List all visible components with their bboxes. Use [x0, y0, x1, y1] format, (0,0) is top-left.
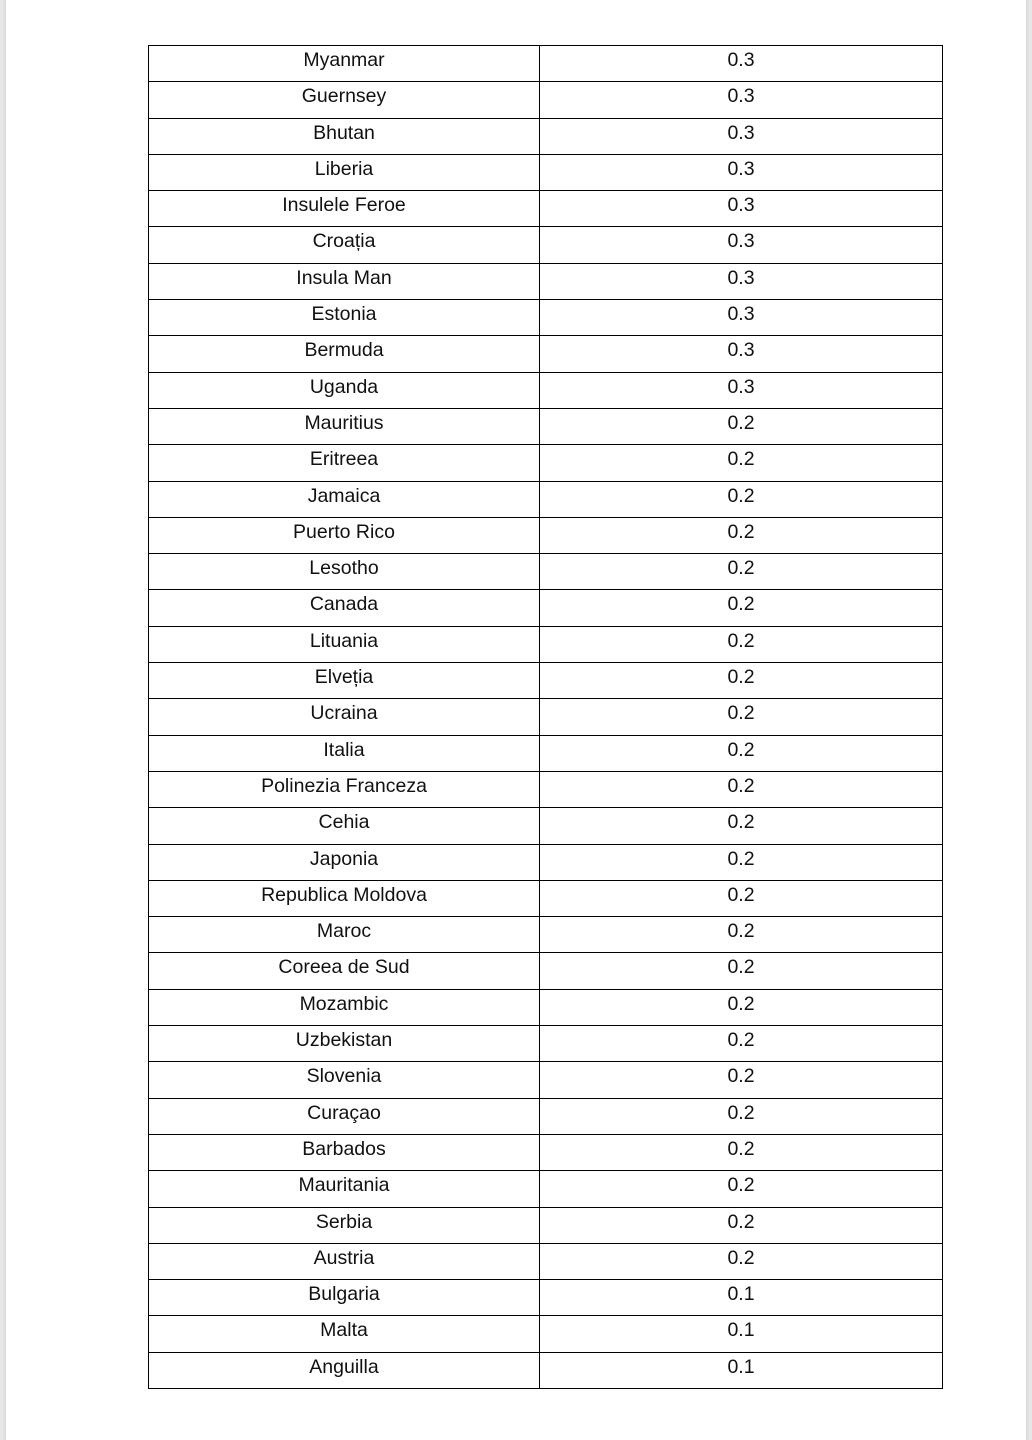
value-text: 0.2: [727, 629, 755, 652]
value-cell: [540, 590, 943, 626]
country-name: Italia: [323, 738, 365, 761]
country-cell: [149, 46, 540, 82]
value-text: 0.3: [727, 121, 755, 144]
value-text: 0.2: [727, 738, 755, 761]
country-cell: [149, 517, 540, 553]
value-text: 0.3: [727, 266, 755, 289]
country-cell: [149, 1026, 540, 1062]
country-name: Mauritania: [298, 1174, 390, 1197]
country-name: Slovenia: [306, 1065, 382, 1088]
value-cell: [540, 554, 943, 590]
table-row: [149, 1316, 943, 1352]
country-cell: [149, 82, 540, 118]
value-text: 0.1: [727, 1319, 755, 1342]
country-name: Estonia: [311, 303, 377, 326]
table-row: [149, 1280, 943, 1316]
country-name: Lituania: [309, 629, 379, 652]
country-name: Croația: [312, 230, 376, 253]
value-cell: [540, 699, 943, 735]
country-cell: [149, 227, 540, 263]
country-cell: [149, 626, 540, 662]
value-text: 0.3: [727, 157, 755, 180]
country-name: Bulgaria: [308, 1283, 380, 1306]
country-name: Bhutan: [313, 121, 375, 144]
country-cell: [149, 735, 540, 771]
country-cell: [149, 953, 540, 989]
country-cell: [149, 989, 540, 1025]
table-row: [149, 699, 943, 735]
table-row: [149, 1171, 943, 1207]
value-text: 0.2: [727, 702, 755, 725]
value-text: 0.2: [727, 1065, 755, 1088]
table-row: [149, 1026, 943, 1062]
country-cell: [149, 263, 540, 299]
table-row: [149, 1098, 943, 1134]
value-cell: [540, 263, 943, 299]
value-cell: [540, 844, 943, 880]
country-name: Mozambic: [299, 992, 389, 1015]
value-cell: [540, 408, 943, 444]
country-cell: [149, 663, 540, 699]
value-text: 0.2: [727, 484, 755, 507]
country-name: Puerto Rico: [293, 520, 395, 543]
table-row: [149, 46, 943, 82]
value-text: 0.3: [727, 194, 755, 217]
value-text: 0.3: [727, 375, 755, 398]
table-row: [149, 880, 943, 916]
country-cell: [149, 118, 540, 154]
value-text: 0.2: [727, 992, 755, 1015]
value-text: 0.2: [727, 520, 755, 543]
country-name: Jamaica: [307, 484, 381, 507]
value-text: 0.3: [727, 303, 755, 326]
value-cell: [540, 917, 943, 953]
table-row: [149, 408, 943, 444]
value-cell: [540, 626, 943, 662]
country-name: Eritreea: [309, 448, 379, 471]
value-cell: [540, 989, 943, 1025]
value-cell: [540, 227, 943, 263]
country-name: Maroc: [316, 920, 372, 943]
value-cell: [540, 735, 943, 771]
country-name: Guernsey: [301, 85, 387, 108]
country-cell: [149, 1352, 540, 1388]
country-name: Republica Moldova: [261, 883, 427, 906]
country-cell: [149, 191, 540, 227]
country-cell: [149, 880, 540, 916]
table-row: [149, 517, 943, 553]
value-text: 0.2: [727, 1210, 755, 1233]
country-name: Uzbekistan: [295, 1029, 393, 1052]
country-name: Anguilla: [309, 1355, 379, 1378]
value-text: 0.1: [727, 1283, 755, 1306]
table-row: [149, 554, 943, 590]
value-text: 0.2: [727, 666, 755, 689]
table-row: [149, 917, 943, 953]
country-name: Serbia: [315, 1210, 373, 1233]
country-name: Lesotho: [309, 557, 379, 580]
country-cell: [149, 445, 540, 481]
table-row: [149, 663, 943, 699]
value-cell: [540, 1243, 943, 1279]
table-row: [149, 1352, 943, 1388]
table-row: [149, 844, 943, 880]
value-text: 0.2: [727, 557, 755, 580]
value-cell: [540, 1207, 943, 1243]
value-cell: [540, 1062, 943, 1098]
value-cell: [540, 481, 943, 517]
table-row: [149, 808, 943, 844]
table-row: [149, 1207, 943, 1243]
country-name: Uganda: [309, 375, 379, 398]
value-cell: [540, 1280, 943, 1316]
table-row: [149, 227, 943, 263]
country-value-table: [148, 45, 943, 1389]
table-body: [149, 46, 943, 1389]
value-cell: [540, 372, 943, 408]
table-row: [149, 263, 943, 299]
value-cell: [540, 191, 943, 227]
value-text: 0.2: [727, 920, 755, 943]
table-row: [149, 481, 943, 517]
value-cell: [540, 663, 943, 699]
country-name: Polinezia Franceza: [261, 774, 427, 797]
country-cell: [149, 1243, 540, 1279]
value-text: 0.2: [727, 1029, 755, 1052]
value-cell: [540, 808, 943, 844]
value-text: 0.3: [727, 230, 755, 253]
value-cell: [540, 771, 943, 807]
table-row: [149, 590, 943, 626]
table-row: [149, 300, 943, 336]
country-name: Malta: [320, 1319, 368, 1342]
country-name: Japonia: [309, 847, 379, 870]
value-text: 0.2: [727, 593, 755, 616]
value-cell: [540, 1134, 943, 1170]
value-text: 0.2: [727, 448, 755, 471]
value-text: 0.2: [727, 956, 755, 979]
country-cell: [149, 1207, 540, 1243]
country-name: Coreea de Sud: [278, 956, 410, 979]
table-row: [149, 191, 943, 227]
country-cell: [149, 554, 540, 590]
value-text: 0.2: [727, 774, 755, 797]
table-row: [149, 445, 943, 481]
value-text: 0.3: [727, 49, 755, 71]
value-cell: [540, 1026, 943, 1062]
value-cell: [540, 1098, 943, 1134]
country-cell: [149, 590, 540, 626]
value-cell: [540, 1171, 943, 1207]
value-text: 0.2: [727, 1174, 755, 1197]
country-cell: [149, 917, 540, 953]
country-name: Curaçao: [307, 1101, 381, 1124]
country-name: Liberia: [314, 157, 374, 180]
table-row: [149, 118, 943, 154]
country-cell: [149, 336, 540, 372]
value-text: 0.2: [727, 811, 755, 834]
document-page: [6, 0, 1026, 1440]
table-row: [149, 154, 943, 190]
table-row: [149, 1134, 943, 1170]
value-cell: [540, 953, 943, 989]
country-cell: [149, 699, 540, 735]
country-cell: [149, 408, 540, 444]
country-cell: [149, 372, 540, 408]
country-cell: [149, 1280, 540, 1316]
country-name: Insulele Feroe: [282, 194, 406, 217]
country-cell: [149, 1171, 540, 1207]
value-cell: [540, 46, 943, 82]
country-name: Myanmar: [303, 49, 385, 71]
value-text: 0.3: [727, 85, 755, 108]
country-cell: [149, 771, 540, 807]
table-row: [149, 372, 943, 408]
country-cell: [149, 1062, 540, 1098]
country-cell: [149, 1316, 540, 1352]
value-text: 0.2: [727, 883, 755, 906]
table-container: [148, 45, 942, 1389]
country-cell: [149, 154, 540, 190]
country-name: Barbados: [302, 1137, 386, 1160]
country-name: Bermuda: [304, 339, 384, 362]
table-row: [149, 989, 943, 1025]
table-row: [149, 336, 943, 372]
value-cell: [540, 300, 943, 336]
table-row: [149, 626, 943, 662]
country-name: Austria: [313, 1246, 375, 1269]
table-row: [149, 1243, 943, 1279]
country-cell: [149, 300, 540, 336]
value-cell: [540, 880, 943, 916]
table-row: [149, 953, 943, 989]
value-cell: [540, 1352, 943, 1388]
value-cell: [540, 517, 943, 553]
value-text: 0.2: [727, 847, 755, 870]
table-row: [149, 735, 943, 771]
value-text: 0.1: [727, 1355, 755, 1378]
value-text: 0.2: [727, 1101, 755, 1124]
value-text: 0.2: [727, 411, 755, 434]
value-cell: [540, 336, 943, 372]
country-name: Cehia: [318, 811, 370, 834]
country-cell: [149, 808, 540, 844]
value-cell: [540, 82, 943, 118]
value-cell: [540, 1316, 943, 1352]
country-name: Canada: [309, 593, 379, 616]
country-name: Ucraina: [310, 702, 378, 725]
value-text: 0.2: [727, 1246, 755, 1269]
country-name: Insula Man: [296, 266, 392, 289]
value-cell: [540, 154, 943, 190]
table-row: [149, 1062, 943, 1098]
value-text: 0.2: [727, 1137, 755, 1160]
country-cell: [149, 844, 540, 880]
country-name: Mauritius: [304, 411, 384, 434]
value-cell: [540, 118, 943, 154]
value-cell: [540, 445, 943, 481]
table-row: [149, 82, 943, 118]
value-text: 0.3: [727, 339, 755, 362]
country-cell: [149, 1134, 540, 1170]
country-cell: [149, 1098, 540, 1134]
table-row: [149, 771, 943, 807]
country-cell: [149, 481, 540, 517]
country-name: Elveția: [314, 666, 374, 689]
